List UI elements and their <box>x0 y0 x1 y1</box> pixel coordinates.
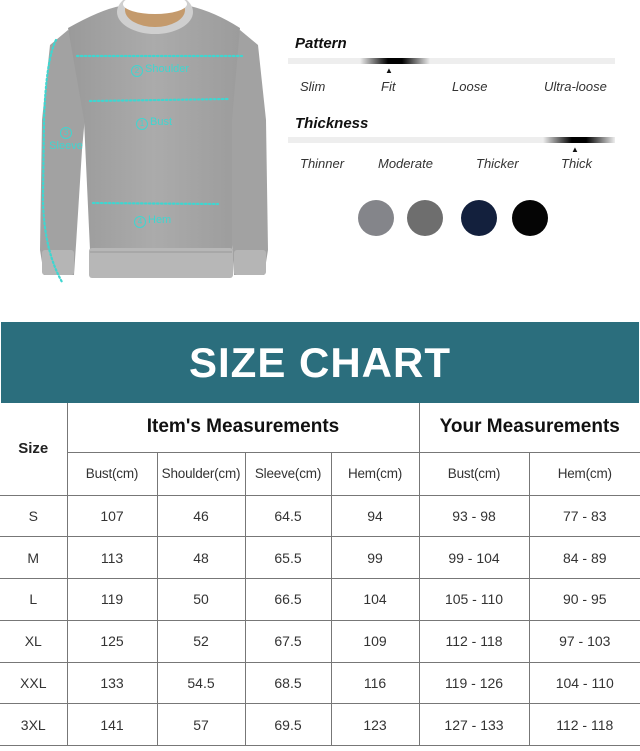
header-item-hem: Hem(cm) <box>331 452 419 495</box>
value-cell: 107 <box>67 495 157 537</box>
header-item-sleeve: Sleeve(cm) <box>245 452 331 495</box>
value-cell: 66.5 <box>245 579 331 621</box>
color-swatch-navy[interactable] <box>461 200 497 236</box>
value-cell: 104 - 110 <box>529 662 640 704</box>
product-image <box>0 0 280 290</box>
thickness-arrow-icon: ▲ <box>571 145 579 154</box>
value-cell: 67.5 <box>245 620 331 662</box>
header-item-measurements: Item's Measurements <box>67 403 419 452</box>
value-cell: 93 - 98 <box>419 495 529 537</box>
header-your-measurements: Your Measurements <box>419 403 640 452</box>
thickness-title: Thickness <box>295 115 369 132</box>
header-your-hem: Hem(cm) <box>529 452 640 495</box>
table-row-3xl <box>0 704 640 746</box>
value-cell: 48 <box>157 537 245 579</box>
value-cell: 50 <box>157 579 245 621</box>
value-cell: 54.5 <box>157 662 245 704</box>
size-chart-banner <box>1 322 639 403</box>
header-your-bust: Bust(cm) <box>419 452 529 495</box>
thickness-option-thicker: Thicker <box>476 156 519 171</box>
hem-label: 4 Hem <box>134 214 171 228</box>
header-size: Size <box>0 403 67 495</box>
size-chart-title: SIZE CHART <box>189 338 451 386</box>
header-item-shoulder: Shoulder(cm) <box>157 452 245 495</box>
value-cell: 112 - 118 <box>419 620 529 662</box>
value-cell: 123 <box>331 704 419 746</box>
pattern-option-slim: Slim <box>300 79 326 94</box>
value-cell: 116 <box>331 662 419 704</box>
sleeve-label: 3 Sleeve <box>49 128 83 152</box>
value-cell: 90 - 95 <box>529 579 640 621</box>
value-cell: 99 - 104 <box>419 537 529 579</box>
size-cell: XL <box>0 620 67 662</box>
table-row-l <box>0 579 640 621</box>
value-cell: 104 <box>331 579 419 621</box>
size-cell: XXL <box>0 662 67 704</box>
pattern-option-loose: Loose <box>452 79 488 94</box>
value-cell: 119 <box>67 579 157 621</box>
table-row-m <box>0 537 640 579</box>
value-cell: 97 - 103 <box>529 620 640 662</box>
value-cell: 68.5 <box>245 662 331 704</box>
shoulder-label: 2 Shoulder <box>131 63 189 77</box>
value-cell: 109 <box>331 620 419 662</box>
value-cell: 64.5 <box>245 495 331 537</box>
pattern-title: Pattern <box>295 35 347 52</box>
value-cell: 113 <box>67 537 157 579</box>
value-cell: 84 - 89 <box>529 537 640 579</box>
size-cell: M <box>0 537 67 579</box>
value-cell: 125 <box>67 620 157 662</box>
table-row-xxl <box>0 662 640 704</box>
value-cell: 77 - 83 <box>529 495 640 537</box>
thickness-option-moderate: Moderate <box>378 156 433 171</box>
value-cell: 99 <box>331 537 419 579</box>
value-cell: 105 - 110 <box>419 579 529 621</box>
value-cell: 127 - 133 <box>419 704 529 746</box>
pattern-scale <box>288 58 615 64</box>
thickness-indicator <box>543 137 615 143</box>
thickness-option-thinner: Thinner <box>300 156 345 171</box>
size-cell: S <box>0 495 67 537</box>
table-row-s <box>0 495 640 537</box>
value-cell: 69.5 <box>245 704 331 746</box>
thickness-scale <box>288 137 615 143</box>
color-swatch-dark-gray[interactable] <box>407 200 443 236</box>
value-cell: 52 <box>157 620 245 662</box>
value-cell: 112 - 118 <box>529 704 640 746</box>
value-cell: 46 <box>157 495 245 537</box>
pattern-option-fit: Fit <box>381 79 396 94</box>
table-row-xl <box>0 620 640 662</box>
bust-label: 1 Bust <box>136 116 172 130</box>
value-cell: 133 <box>67 662 157 704</box>
value-cell: 57 <box>157 704 245 746</box>
size-cell: 3XL <box>0 704 67 746</box>
sweatshirt-illustration <box>0 0 280 290</box>
size-chart-table <box>0 403 640 746</box>
size-cell: L <box>0 579 67 621</box>
color-swatch-light-gray[interactable] <box>358 200 394 236</box>
thickness-option-thick: Thick <box>561 156 593 171</box>
value-cell: 119 - 126 <box>419 662 529 704</box>
value-cell: 65.5 <box>245 537 331 579</box>
color-swatch-black[interactable] <box>512 200 548 236</box>
header-item-bust: Bust(cm) <box>67 452 157 495</box>
value-cell: 94 <box>331 495 419 537</box>
pattern-option-ultra-loose: Ultra-loose <box>544 79 607 94</box>
pattern-indicator <box>360 58 430 64</box>
pattern-arrow-icon: ▲ <box>385 66 393 75</box>
value-cell: 141 <box>67 704 157 746</box>
